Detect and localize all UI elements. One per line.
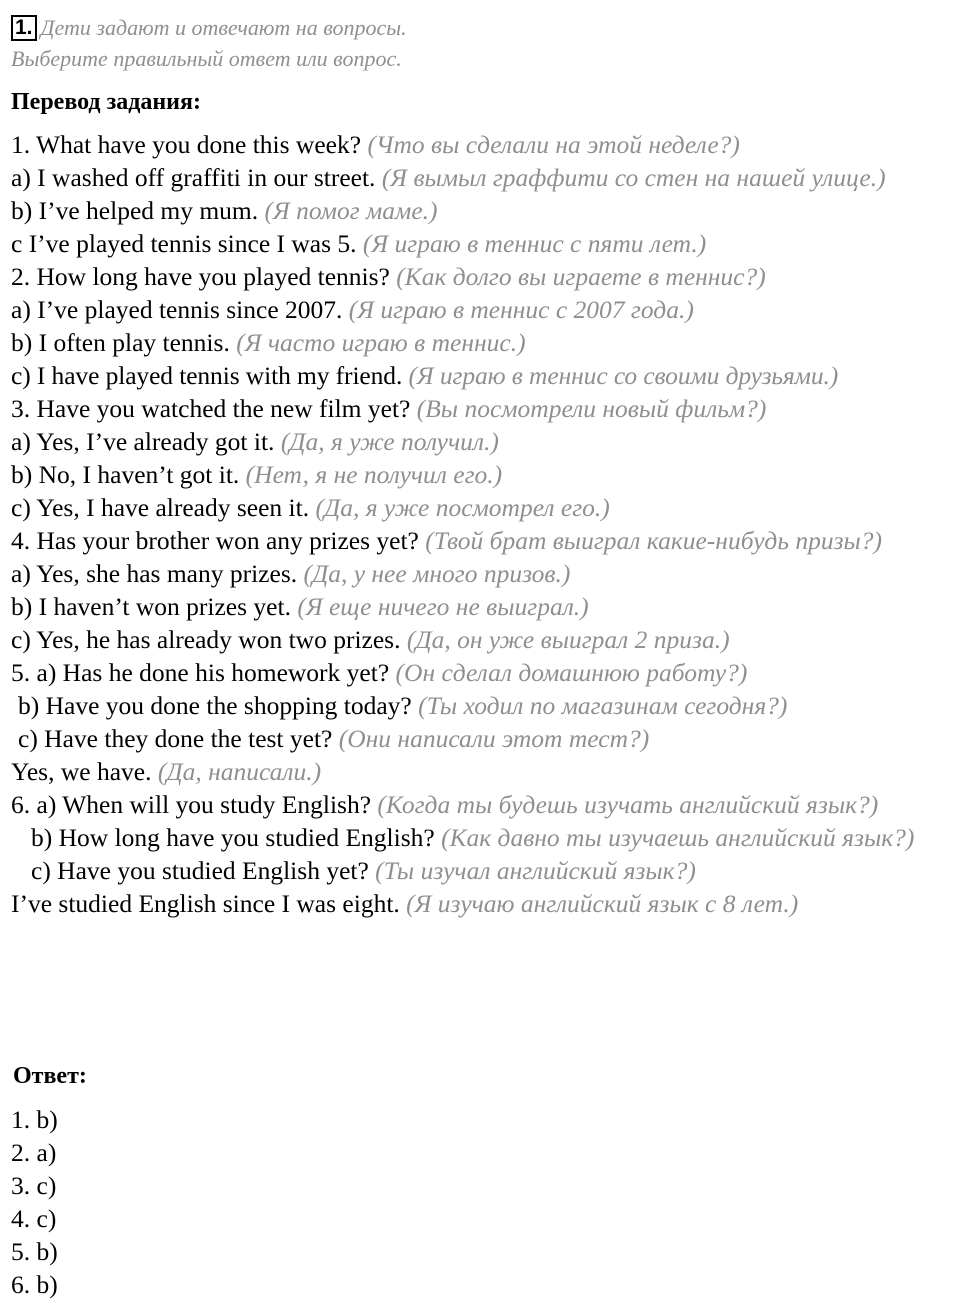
answer-4a [11, 557, 956, 590]
answer-list [11, 1103, 58, 1301]
line-en: c I’ve played tennis since I was 5. [11, 229, 357, 258]
answer-item: 2. a) [11, 1138, 57, 1167]
line-en: a) Yes, she has many prizes. [11, 559, 298, 588]
line-translation: (Вы посмотрели новый фильм?) [416, 394, 767, 423]
answer-2a [11, 293, 956, 326]
line-en: b) Have you done the shopping today? [18, 691, 412, 720]
line-translation: (Как долго вы играете в теннис?) [396, 262, 766, 291]
line-en: a) Yes, I’ve already got it. [11, 427, 275, 456]
line-en: 4. Has your brother won any prizes yet? [11, 526, 419, 555]
line-en: c) Have they done the test yet? [18, 724, 333, 753]
line-en: b) I haven’t won prizes yet. [11, 592, 291, 621]
question-6c [11, 854, 956, 887]
line-translation: (Да, я уже получил.) [280, 427, 499, 456]
line-en: a) I washed off graffiti in our street. [11, 163, 376, 192]
answer-1a [11, 161, 956, 194]
line-en: c) Yes, he has already won two prizes. [11, 625, 401, 654]
answer-5 [11, 755, 956, 788]
line-translation: (Нет, я не получил его.) [245, 460, 503, 489]
answer-item: 1. b) [11, 1105, 58, 1134]
line-en: 2. How long have you played tennis? [11, 262, 390, 291]
line-translation: (Когда ты будешь изучать английский язык?) [377, 790, 879, 819]
line-translation: (Да, у нее много призов.) [303, 559, 571, 588]
answer-3a [11, 425, 956, 458]
question-4 [11, 524, 956, 557]
line-translation: (Я вымыл граффити со стен на нашей улице.) [381, 163, 886, 192]
line-en: c) Yes, I have already seen it. [11, 493, 310, 522]
question-6b [11, 821, 956, 854]
line-en: 3. Have you watched the new film yet? [11, 394, 411, 423]
task-header-line-1 [11, 12, 951, 43]
line-translation: (Да, я уже посмотрел его.) [315, 493, 610, 522]
answer-2b [11, 326, 956, 359]
line-translation: (Да, написали.) [157, 757, 322, 786]
question-1 [11, 128, 956, 161]
task-header [11, 12, 951, 74]
question-5a [11, 656, 956, 689]
line-translation: (Что вы сделали на этой неделе?) [367, 130, 740, 159]
line-en: c) Have you studied English yet? [31, 856, 369, 885]
line-en: b) No, I haven’t got it. [11, 460, 240, 489]
task-number-box: 1. [11, 15, 37, 41]
question-5b [11, 689, 956, 722]
line-translation: (Ты ходил по магазинам сегодня?) [418, 691, 788, 720]
question-2 [11, 260, 956, 293]
question-5c [11, 722, 956, 755]
answer-4b [11, 590, 956, 623]
line-translation: (Я помог маме.) [264, 196, 438, 225]
answer-3b [11, 458, 956, 491]
line-en: b) I often play tennis. [11, 328, 230, 357]
line-translation: (Они написали этот тест?) [338, 724, 650, 753]
line-translation: (Да, он уже выиграл 2 приза.) [406, 625, 730, 654]
question-3 [11, 392, 956, 425]
answer-item: 6. b) [11, 1270, 58, 1299]
line-en: b) I’ve helped my mum. [11, 196, 259, 225]
line-en: c) I have played tennis with my friend. [11, 361, 403, 390]
question-6a [11, 788, 956, 821]
line-translation: (Я еще ничего не выиграл.) [297, 592, 589, 621]
line-translation: (Твой брат выиграл какие-нибудь призы?) [425, 526, 883, 555]
answer-3c [11, 491, 956, 524]
answer-heading: Ответ: [13, 1063, 87, 1089]
task-instruction-1: Дети задают и отвечают на вопросы. [40, 15, 407, 40]
line-en: a) I’ve played tennis since 2007. [11, 295, 343, 324]
line-en: b) How long have you studied English? [31, 823, 435, 852]
line-en: I’ve studied English since I was eight. [11, 889, 400, 918]
translation-heading: Перевод задания: [11, 89, 201, 115]
line-translation: (Я изучаю английский язык с 8 лет.) [406, 889, 799, 918]
line-translation: (Я часто играю в теннис.) [236, 328, 526, 357]
answer-6 [11, 887, 956, 920]
line-translation: (Я играю в теннис с пяти лет.) [362, 229, 707, 258]
dialogue-lines [11, 128, 956, 920]
line-translation: (Как давно ты изучаешь английский язык?) [441, 823, 915, 852]
answer-item: 5. b) [11, 1237, 58, 1266]
line-translation: (Я играю в теннис с 2007 года.) [348, 295, 694, 324]
line-en: 6. a) When will you study English? [11, 790, 372, 819]
answer-4c [11, 623, 956, 656]
answer-1b [11, 194, 956, 227]
line-translation: (Он сделал домашнюю работу?) [395, 658, 748, 687]
answer-2c [11, 359, 956, 392]
line-translation: (Я играю в теннис со своими друзьями.) [408, 361, 839, 390]
answer-1c [11, 227, 956, 260]
answer-item: 3. c) [11, 1171, 57, 1200]
line-translation: (Ты изучал английский язык?) [375, 856, 696, 885]
answer-item: 4. c) [11, 1204, 57, 1233]
task-instruction-2: Выберите правильный ответ или вопрос. [11, 46, 402, 71]
line-en: 5. a) Has he done his homework yet? [11, 658, 390, 687]
line-en: Yes, we have. [11, 757, 152, 786]
line-en: 1. What have you done this week? [11, 130, 362, 159]
